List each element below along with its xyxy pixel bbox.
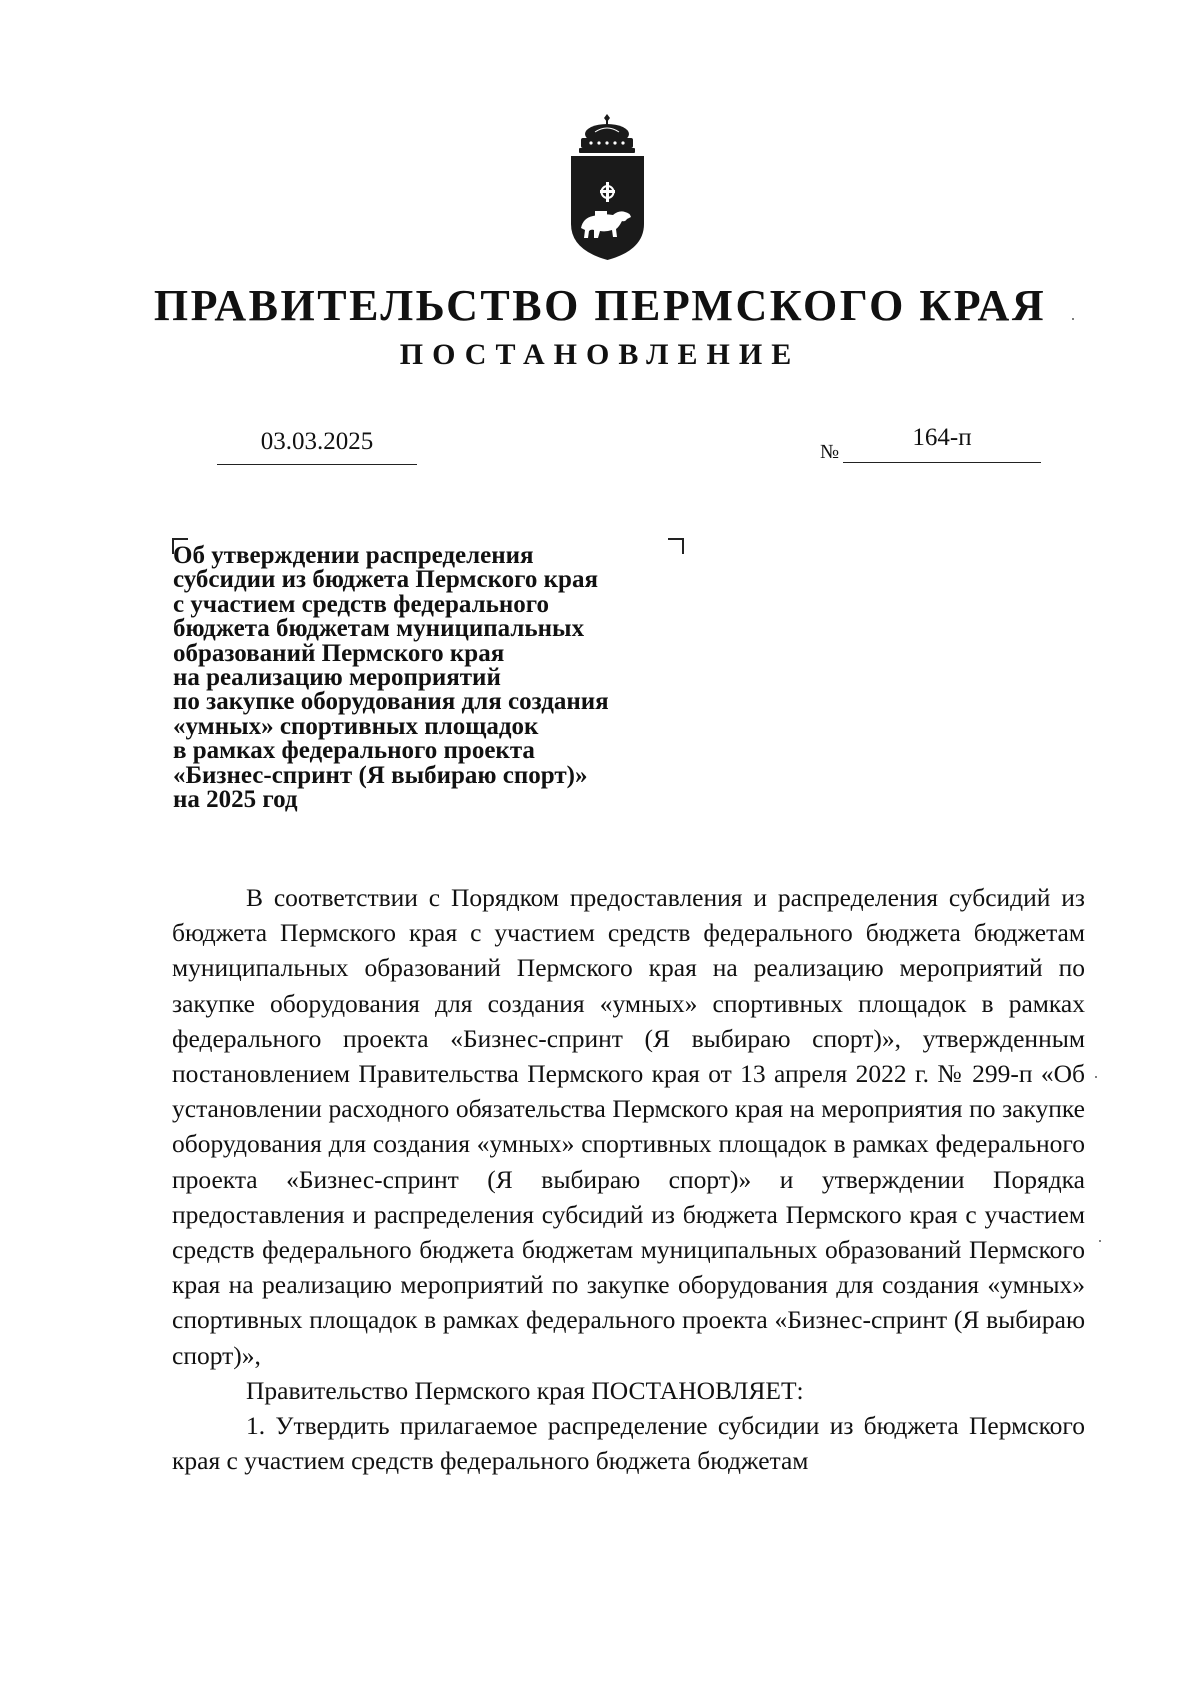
scan-speck	[1099, 1240, 1101, 1242]
subject-line: Об утверждении распределения	[173, 542, 534, 569]
subject-line: «Бизнес-спринт (Я выбираю спорт)»	[173, 761, 588, 789]
subject-line: с участием средств федерального	[173, 590, 549, 618]
number-sign: №	[820, 441, 840, 463]
perm-krai-coat-of-arms-icon	[565, 112, 650, 262]
preamble-paragraph: В соответствии с Порядком предоставления и распределения субсидий из бюджета Пермского края с участием средств федерального бюджета бюджетам муниципальных образований Пермского края на реализацию мероприятий по закупке оборудования для создания «умных» спортивных площадок в рамках федерального проекта «Бизнес-спринт (Я выбираю спорт)», утвержденным постановлением Правительства Пермского края от 13 апреля 2022 г. № 299-п «Об установлении расходного обязательства Пермского края на мероприятия по закупке оборудования для создания «умных» спортивных площадок в рамках федерального проекта «Бизнес-спринт (Я выбираю спорт)» и утверждении Порядка предоставления и распределения субсидий из бюджета Пермского края с участием средств федерального бюджета бюджетам муниципальных образований Пермского края на реализацию мероприятий по закупке оборудования для создания «умных» спортивных площадок в рамках федерального проекта «Бизнес-спринт (Я выбираю спорт)»,	[172, 883, 1085, 1370]
item-1-paragraph: 1. Утвердить прилагаемое распределение субсидии из бюджета Пермского края с участием средств федерального бюджета бюджетам	[172, 1411, 1085, 1476]
subject-line: образований Пермского края	[173, 639, 505, 667]
subject-line: по закупке оборудования для создания	[173, 688, 609, 716]
subject-line: на 2025 год	[173, 786, 298, 814]
scan-speck	[1095, 1076, 1097, 1078]
subject-line: в рамках федерального проекта	[173, 737, 535, 765]
scan-speck	[1072, 318, 1074, 320]
subject-line: «умных» спортивных площадок	[173, 712, 539, 740]
document-number: 164-п	[843, 418, 1041, 463]
resolution-clause: Правительство Пермского края ПОСТАНОВЛЯЕТ:	[246, 1375, 804, 1405]
subject-line: на реализацию мероприятий	[173, 664, 501, 692]
subject-line: субсидии из бюджета Пермского края	[173, 566, 598, 594]
organization-title: ПРАВИТЕЛЬСТВО ПЕРМСКОГО КРАЯ	[153, 281, 1047, 330]
document-type-title: ПОСТАНОВЛЕНИЕ	[399, 338, 801, 371]
document-subject	[173, 544, 693, 812]
document-date: 03.03.2025	[217, 420, 417, 465]
subject-line: бюджета бюджетам муниципальных	[173, 615, 585, 643]
document-body	[172, 880, 1085, 1478]
